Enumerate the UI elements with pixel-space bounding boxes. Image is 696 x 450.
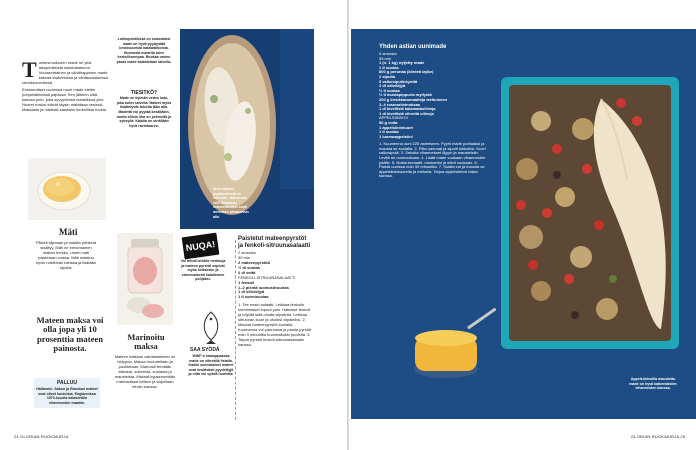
oven-ingredient: 1 dl kivellisiä vihreitä oliiveja bbox=[379, 110, 434, 116]
tail-recipe-title: Paistetut mateenpyrstöt ja fenkoli-sitruunasalaatti bbox=[238, 236, 311, 249]
right-page bbox=[349, 0, 696, 450]
fish-icon bbox=[196, 310, 226, 344]
oven-ingredient: 800 g perunaa (kiinteä lajike) bbox=[379, 69, 434, 75]
marinoitu-text: Mateen maksan valmistaminen on helppoa. Maksa huuhdellaan ja puolitetaan. Marinadi tehdään etikasta, sokerista, suolasta ja mausteista. Maksat kypsennetään marinadissa hetken ja tarjoillaan leivän kanssa. bbox=[114, 354, 176, 389]
oven-ingredient: 1 dl kivellisiä kalamataoliiveja bbox=[379, 106, 436, 112]
oven-ingredient: 1 luomuappelsiini bbox=[379, 133, 413, 139]
oven-recipe-steps: 1. Kuumenna uuni 225 asteeseen. Pyyhi made puhtaaksi ja mausta se suolalla. 2. Pilko perunat ja sipulit lohkoiksi. Kuori valkosipulit. 3. Sekoita vihannekset öljyyn ja mausteisiin. Levitä ne uunivuokaan. 4. Lisää made vuokaan vihannesten päälle. 5. Nosta tomaatit, rosmariini ja oliivit vuokaan. 6. Paista uunissa noin 30 minuuttia. 7. Sulata voi ja mausta se appelsiininkuorella ja mehulla. Tarjoa appelsiinivoi kalan kanssa. bbox=[379, 141, 486, 179]
oven-recipe-title: Yhden astian uunimade bbox=[379, 44, 447, 50]
oven-ingredient: 2 dl oliiviöljyä bbox=[379, 83, 406, 89]
right-footer: GLORIAN RUOKAKIRJA 25 bbox=[631, 434, 686, 439]
tail-ingredient: 1 fenkoli bbox=[238, 279, 255, 285]
oven-recipe bbox=[379, 44, 487, 179]
intro-paragraph-2: Ensimmäiset vuotensa nuori made elelee pohjanlähteissä pajuissa. Sen jälkeen siitä kasvaa peto, joka syvyydessä matalikkoa ylös. Nuoret madot elävät täysin matalissa vesissä. Maksasta ja mädistä saadaan herkullisia ruokia. bbox=[22, 87, 107, 112]
roe-photo bbox=[28, 158, 106, 220]
palluu-box bbox=[34, 378, 100, 408]
palluu-text: Hallannin. Sakon ja Ranskan mateet ovat olleet kuuluisia. Englannissa 1970-luvulla kalastettiin viimeisenkin maatiin. bbox=[36, 387, 98, 405]
tip-text: Lohkopöntöissä on suomalaisi made on hyvä pyydystää keskisuurista kalalaatikoista. Huonosta madella tulee herkullisempaa. Ruokaa varten paras made kalastetaan talvella. bbox=[116, 37, 172, 64]
saa-syoda-title: SAA SYÖDÄ bbox=[190, 347, 220, 353]
jar-illustration bbox=[117, 233, 173, 325]
liver-jar-photo bbox=[117, 233, 173, 325]
tail-ingredient: 2 mateenpyrstöä bbox=[238, 260, 270, 265]
nuqa-text: Voi tehdä leivälle herkkuja ja mateen pyrstöt sopivat myös keitoksiin ja erinomaisesti kalaliemen pohjaksi. bbox=[180, 259, 226, 282]
tail-ingredient: 2 dl vettä bbox=[238, 269, 256, 275]
oven-ingredient: ½ tl suolaa bbox=[379, 87, 400, 93]
tiesitko-title: TIESITKÖ? bbox=[130, 89, 158, 96]
dish-caption: Appelsiinivoilla maustettu made on hyvä kaikenlaisten vihannesten kanssa. bbox=[629, 377, 677, 391]
intro-paragraph: unkesmuikunen made on yksi aikuperäisistä kalaloistamme. Vuolasvirtainen ja vähähappinen made kasvaa sisävesissä ja vähäsuolaisessa rannikkovedessä. bbox=[22, 60, 108, 85]
oven-ingredient: 50 g voita bbox=[379, 119, 398, 125]
tail-ingredient: 1 dl oliiviöljyä bbox=[238, 289, 265, 295]
tiesitko-box bbox=[116, 91, 172, 129]
tail-recipe bbox=[238, 236, 313, 347]
saa-syoda-text: WWF:n kalaoppaassa made on vihreällä listalla. Kaikki suomalaiset mateet ovat kestävästi pyydettyjä ja niitä voi syödä huoletta. bbox=[188, 354, 234, 377]
tip-box bbox=[116, 37, 172, 128]
tiesitko-text: Made on kylmän veden kala, joka kutee talvella. Mateet myös lisääntyvät talvella jään alla. Madetta voi pyytää kesälläkin, mutta silloin liha on pehmeää ja syksyllä. Kalalla on sinällään hyvä ravintoarvo. bbox=[116, 96, 172, 128]
oven-ingredient: 200 g kirsikkatomaatteja terttuineen bbox=[379, 96, 448, 102]
oven-ingredient: 1 (n. 1 kg) nyljetty made bbox=[379, 60, 425, 66]
left-page bbox=[0, 0, 347, 450]
mati-title: Mäti bbox=[59, 227, 78, 237]
tail-recipe-portions: 2 annosta bbox=[238, 250, 256, 256]
oven-ingredient-heading: APPELSIINIVOI bbox=[379, 115, 408, 121]
oven-recipe-time: 55 min bbox=[379, 55, 392, 61]
plate-caption: Idea mateen pyytämisestä on kotoisin. Jälkiruoka siis! Sellaisen maistettavaksi sopii mieluiten pihakoivun alle. bbox=[213, 187, 249, 219]
nuqa-badge: NUQA! bbox=[182, 233, 220, 260]
dropcap: T bbox=[22, 57, 37, 82]
mati-text: Pikkeli kiljutaan ja mädän pähkinä sisältyy. Mäti on erinomainen makea herkku. Usein mäti paistetaan voissa. Mäti maistuu hyvin ruisleivän kanssa ja lisätään sipulia. bbox=[35, 240, 97, 270]
tail-ingredient: 1–2 pientä luomusitruunaa bbox=[238, 284, 289, 290]
column-divider bbox=[235, 240, 236, 420]
oven-ingredient: 1 tl suolaa bbox=[379, 129, 399, 135]
tail-ingredient: ½ dl suolaa bbox=[238, 264, 260, 270]
left-footer: 24 GLORIAN RUOKAKIRJA bbox=[14, 434, 69, 439]
oven-ingredient: 2–4 rosmariininoksaa bbox=[379, 101, 420, 107]
palluu-title: PALLUU bbox=[57, 380, 77, 386]
oven-ingredient: 2 sipulia bbox=[379, 73, 396, 79]
oven-ingredient: ½ tl mustapippuria myllystä bbox=[379, 92, 432, 98]
pull-quote: Mateen maksa voi olla jopa yli 10 prosenttia mateen painosta. bbox=[36, 315, 104, 354]
oven-recipe-portions: 4 annosta bbox=[379, 51, 397, 56]
oven-ingredient: 1 tl suolaa bbox=[379, 64, 399, 70]
marinoitu-title: Marinoitu maksa bbox=[127, 332, 165, 351]
tail-ingredient: 1 tl sormisuolaa bbox=[238, 294, 269, 300]
tail-ingredient-heading: FENKOLI-SITRUUNASALAATTI bbox=[238, 274, 296, 280]
tail-recipe-steps: 1. Tee ensin salaatti. Leikkaa fenkolin sormimaiset lopuut pois. Halkaise fenkoli ja höylää siitä ohuita viipaleita. Leikkaa sitruunan kuori ja ohuiksi viipaleiksi. 2. Mausta mateenpyrstöt suolalla. Kuumenna voi pannussa ja paista pyrstöt noin 3 minuuttia kummaltakin puolelta. 3. Tarjoa pyrstöt fenkoli-sitruunasalaatin kanssa. bbox=[238, 302, 312, 347]
tail-recipe-time: 30 min bbox=[238, 255, 251, 261]
roe-egg-illustration bbox=[28, 158, 106, 220]
oven-ingredient: 3 valkosipulinkynttä bbox=[379, 78, 418, 84]
oven-ingredient: 1 appelsiininkuori bbox=[379, 124, 414, 130]
intro-article bbox=[22, 57, 108, 114]
